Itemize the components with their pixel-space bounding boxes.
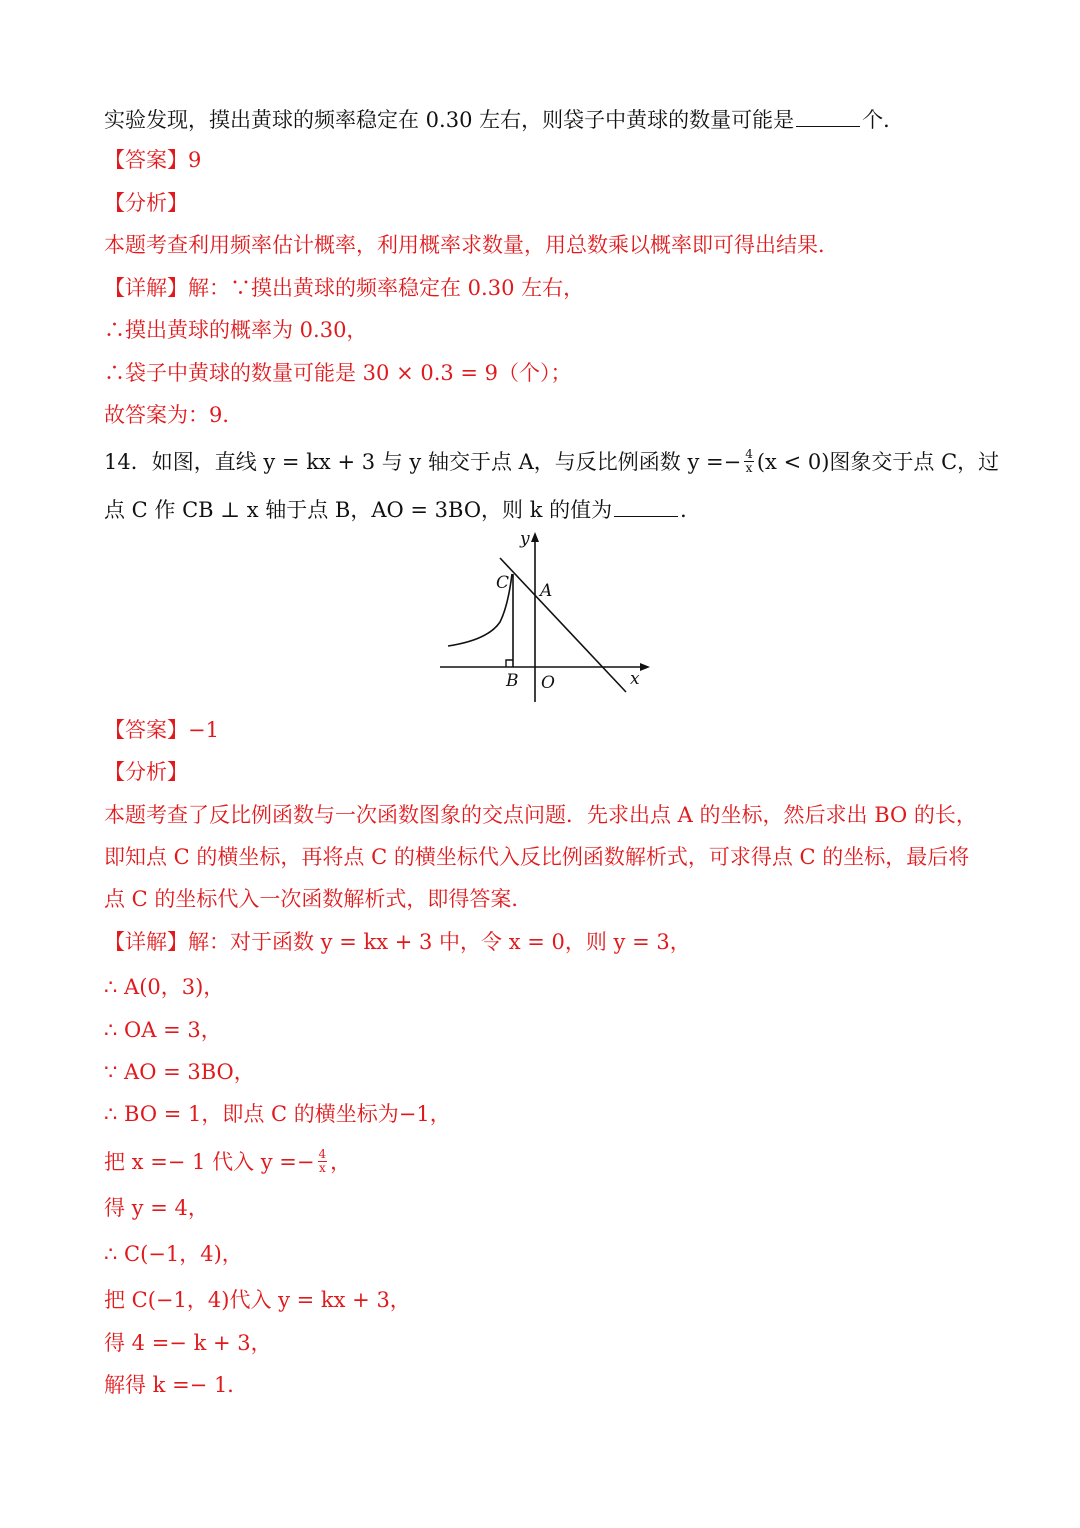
graph-svg: [440, 532, 650, 712]
q13-stem-text: 实验发现，摸出黄球的频率稳定在 0.30 左右，则袋子中黄球的数量可能是: [104, 108, 795, 132]
x-axis-arrow: [640, 663, 650, 671]
substitution-text: 把 x =− 1 代入 y =−: [104, 1150, 315, 1174]
q14-stem-line2: [104, 498, 702, 522]
q14-analysis-line: 即知点 C 的横坐标，再将点 C 的横坐标代入反比例函数解析式，可求得点 C 的坐标，最后将: [104, 845, 970, 869]
q13-stem-line: [104, 108, 905, 132]
fraction: [744, 448, 754, 475]
q14-final-line: 得 4 =− k + 3，: [104, 1331, 272, 1355]
q14-stem-part: 点 C 作 CB ⊥ x 轴于点 B，AO = 3BO，则 k 的值为: [104, 498, 613, 522]
answer-label: 【答案】: [104, 148, 188, 172]
q14-answer-blank: [614, 498, 678, 517]
detail-line: 解：对于函数 y = kx + 3 中，令 x = 0，则 y = 3，: [188, 930, 691, 954]
q14-detail-line: ∴ OA = 3，: [104, 1018, 222, 1042]
label-a: A: [540, 581, 553, 601]
q14-answer: [104, 720, 219, 741]
q13-detail-line: 故答案为：9．: [104, 403, 244, 427]
fraction-denominator: x: [745, 461, 753, 475]
detail-line: 解：∵摸出黄球的频率稳定在 0.30 左右，: [188, 276, 585, 300]
q14-substitution-line: [104, 1147, 352, 1175]
q14-analysis-line: 本题考查了反比例函数与一次函数图象的交点问题．先求出点 A 的坐标，然后求出 BO 的长，: [104, 803, 977, 827]
q14-analysis-label: 【分析】: [104, 760, 188, 784]
substitution-suffix: ，: [330, 1150, 352, 1174]
q14-detail-line: ∴ BO = 1，即点 C 的横坐标为−1，: [104, 1102, 451, 1126]
q13-stem-suffix: 个．: [862, 108, 905, 132]
fraction-numerator: 4: [318, 1147, 327, 1161]
q14-stem-line1: [104, 447, 1000, 475]
q13-detail-line: ∴摸出黄球的概率为 0.30，: [104, 318, 368, 342]
detail-label: 【详解】: [104, 276, 188, 300]
straight-line: [500, 558, 626, 692]
q14-final-line: 解得 k =− 1．: [104, 1373, 249, 1397]
detail-label: 【详解】: [104, 930, 188, 954]
q13-answer: [104, 150, 201, 171]
q13-analysis-text: 本题考查利用频率估计概率，利用概率求数量，用总数乘以概率即可得出结果．: [104, 233, 839, 257]
q14-final-line: 把 C(−1，4)代入 y = kx + 3，: [104, 1288, 411, 1312]
label-b: B: [506, 671, 519, 691]
q14-final-line: 得 y = 4，: [104, 1196, 209, 1220]
fraction-numerator: 4: [745, 447, 753, 461]
y-axis-arrow: [531, 532, 539, 542]
label-y: y: [520, 532, 530, 549]
q14-analysis-line: 点 C 的坐标代入一次函数解析式，即得答案．: [104, 887, 533, 911]
q14-stem-suffix: ．: [680, 498, 702, 522]
label-c: C: [496, 573, 510, 593]
fraction: [318, 1148, 328, 1175]
q14-detail-line: ∵ AO = 3BO，: [104, 1060, 255, 1084]
fraction-denominator: x: [318, 1161, 326, 1175]
label-x: x: [630, 669, 640, 689]
function-graph-figure: [440, 532, 650, 712]
q14-detail-line: ∴ A(0，3)，: [104, 975, 225, 999]
right-angle-mark: [506, 660, 513, 667]
q13-answer-blank: [796, 108, 860, 127]
answer-label: 【答案】: [104, 718, 188, 742]
answer-value: 9: [188, 148, 202, 172]
label-o: O: [541, 673, 555, 693]
q13-detail-first: [104, 278, 584, 299]
answer-value: −1: [188, 718, 219, 742]
q14-stem-part: 14．如图，直线 y = kx + 3 与 y 轴交于点 A，与反比例函数 y =−: [104, 450, 742, 474]
q13-detail-line: ∴袋子中黄球的数量可能是 30 × 0.3 = 9（个）；: [104, 361, 572, 385]
q14-stem-part: (x < 0)图象交于点 C，过: [756, 450, 1000, 474]
q13-analysis-label: 【分析】: [104, 191, 188, 215]
q14-final-line: ∴ C(−1，4)，: [104, 1242, 243, 1266]
q14-detail-first: [104, 932, 691, 953]
